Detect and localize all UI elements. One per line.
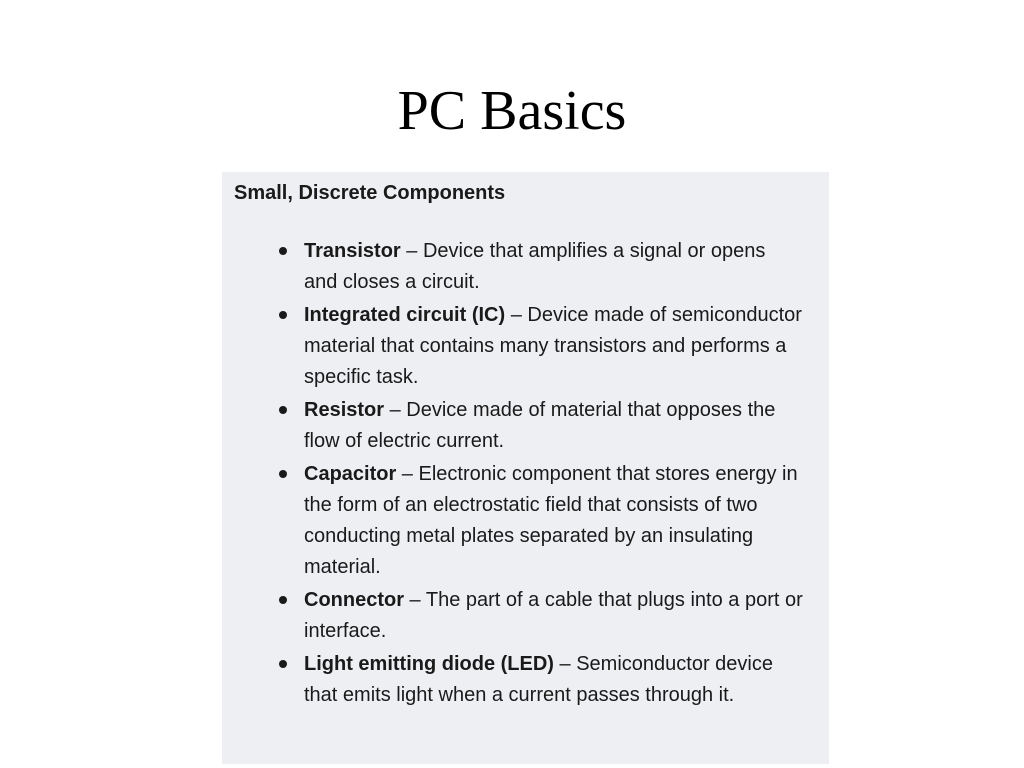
bullet-icon [279,660,287,668]
list-item-capacitor [234,459,817,583]
item-description: The part of a cable that plugs into a port or interface. [304,589,803,642]
item-term: Transistor [304,240,401,262]
bullet-icon [279,247,287,255]
bullet-icon [279,311,287,319]
item-description: Electronic component that stores energy in the form of an electrostatic field that consists of two conducting metal plates separated by an insulating material. [304,463,798,578]
item-separator: – [396,463,419,485]
panel-heading: Small, Discrete Components [234,182,506,204]
item-description: Device that amplifies a signal or opens and closes a circuit. [304,240,766,293]
list-item-resistor [234,395,817,457]
slide-title: PC Basics [397,80,627,142]
item-description: Device made of material that opposes the flow of electric current. [304,399,776,452]
item-term: Resistor [304,399,385,421]
item-separator: – [505,304,528,326]
bullet-icon [279,406,287,414]
item-separator: – [553,653,577,675]
bullet-icon [279,470,287,478]
item-term: Light emitting diode (LED) [304,653,554,675]
item-separator: – [400,240,423,262]
item-separator: – [404,589,426,611]
list-item-led [234,649,817,711]
item-separator: – [384,399,407,421]
components-panel [222,172,829,764]
item-term: Connector [304,589,404,611]
item-description: Semiconductor device that emits light when a current passes through it. [304,653,773,706]
list-item-transistor [234,236,817,298]
list-item-connector [234,585,817,647]
item-description: Device made of semiconductor material that contains many transistors and performs a specific task. [304,304,802,388]
list-item-integrated-circuit [234,300,817,393]
bullet-icon [279,596,287,604]
component-list [234,236,817,711]
item-term: Capacitor [304,463,397,485]
item-term: Integrated circuit (IC) [304,304,506,326]
